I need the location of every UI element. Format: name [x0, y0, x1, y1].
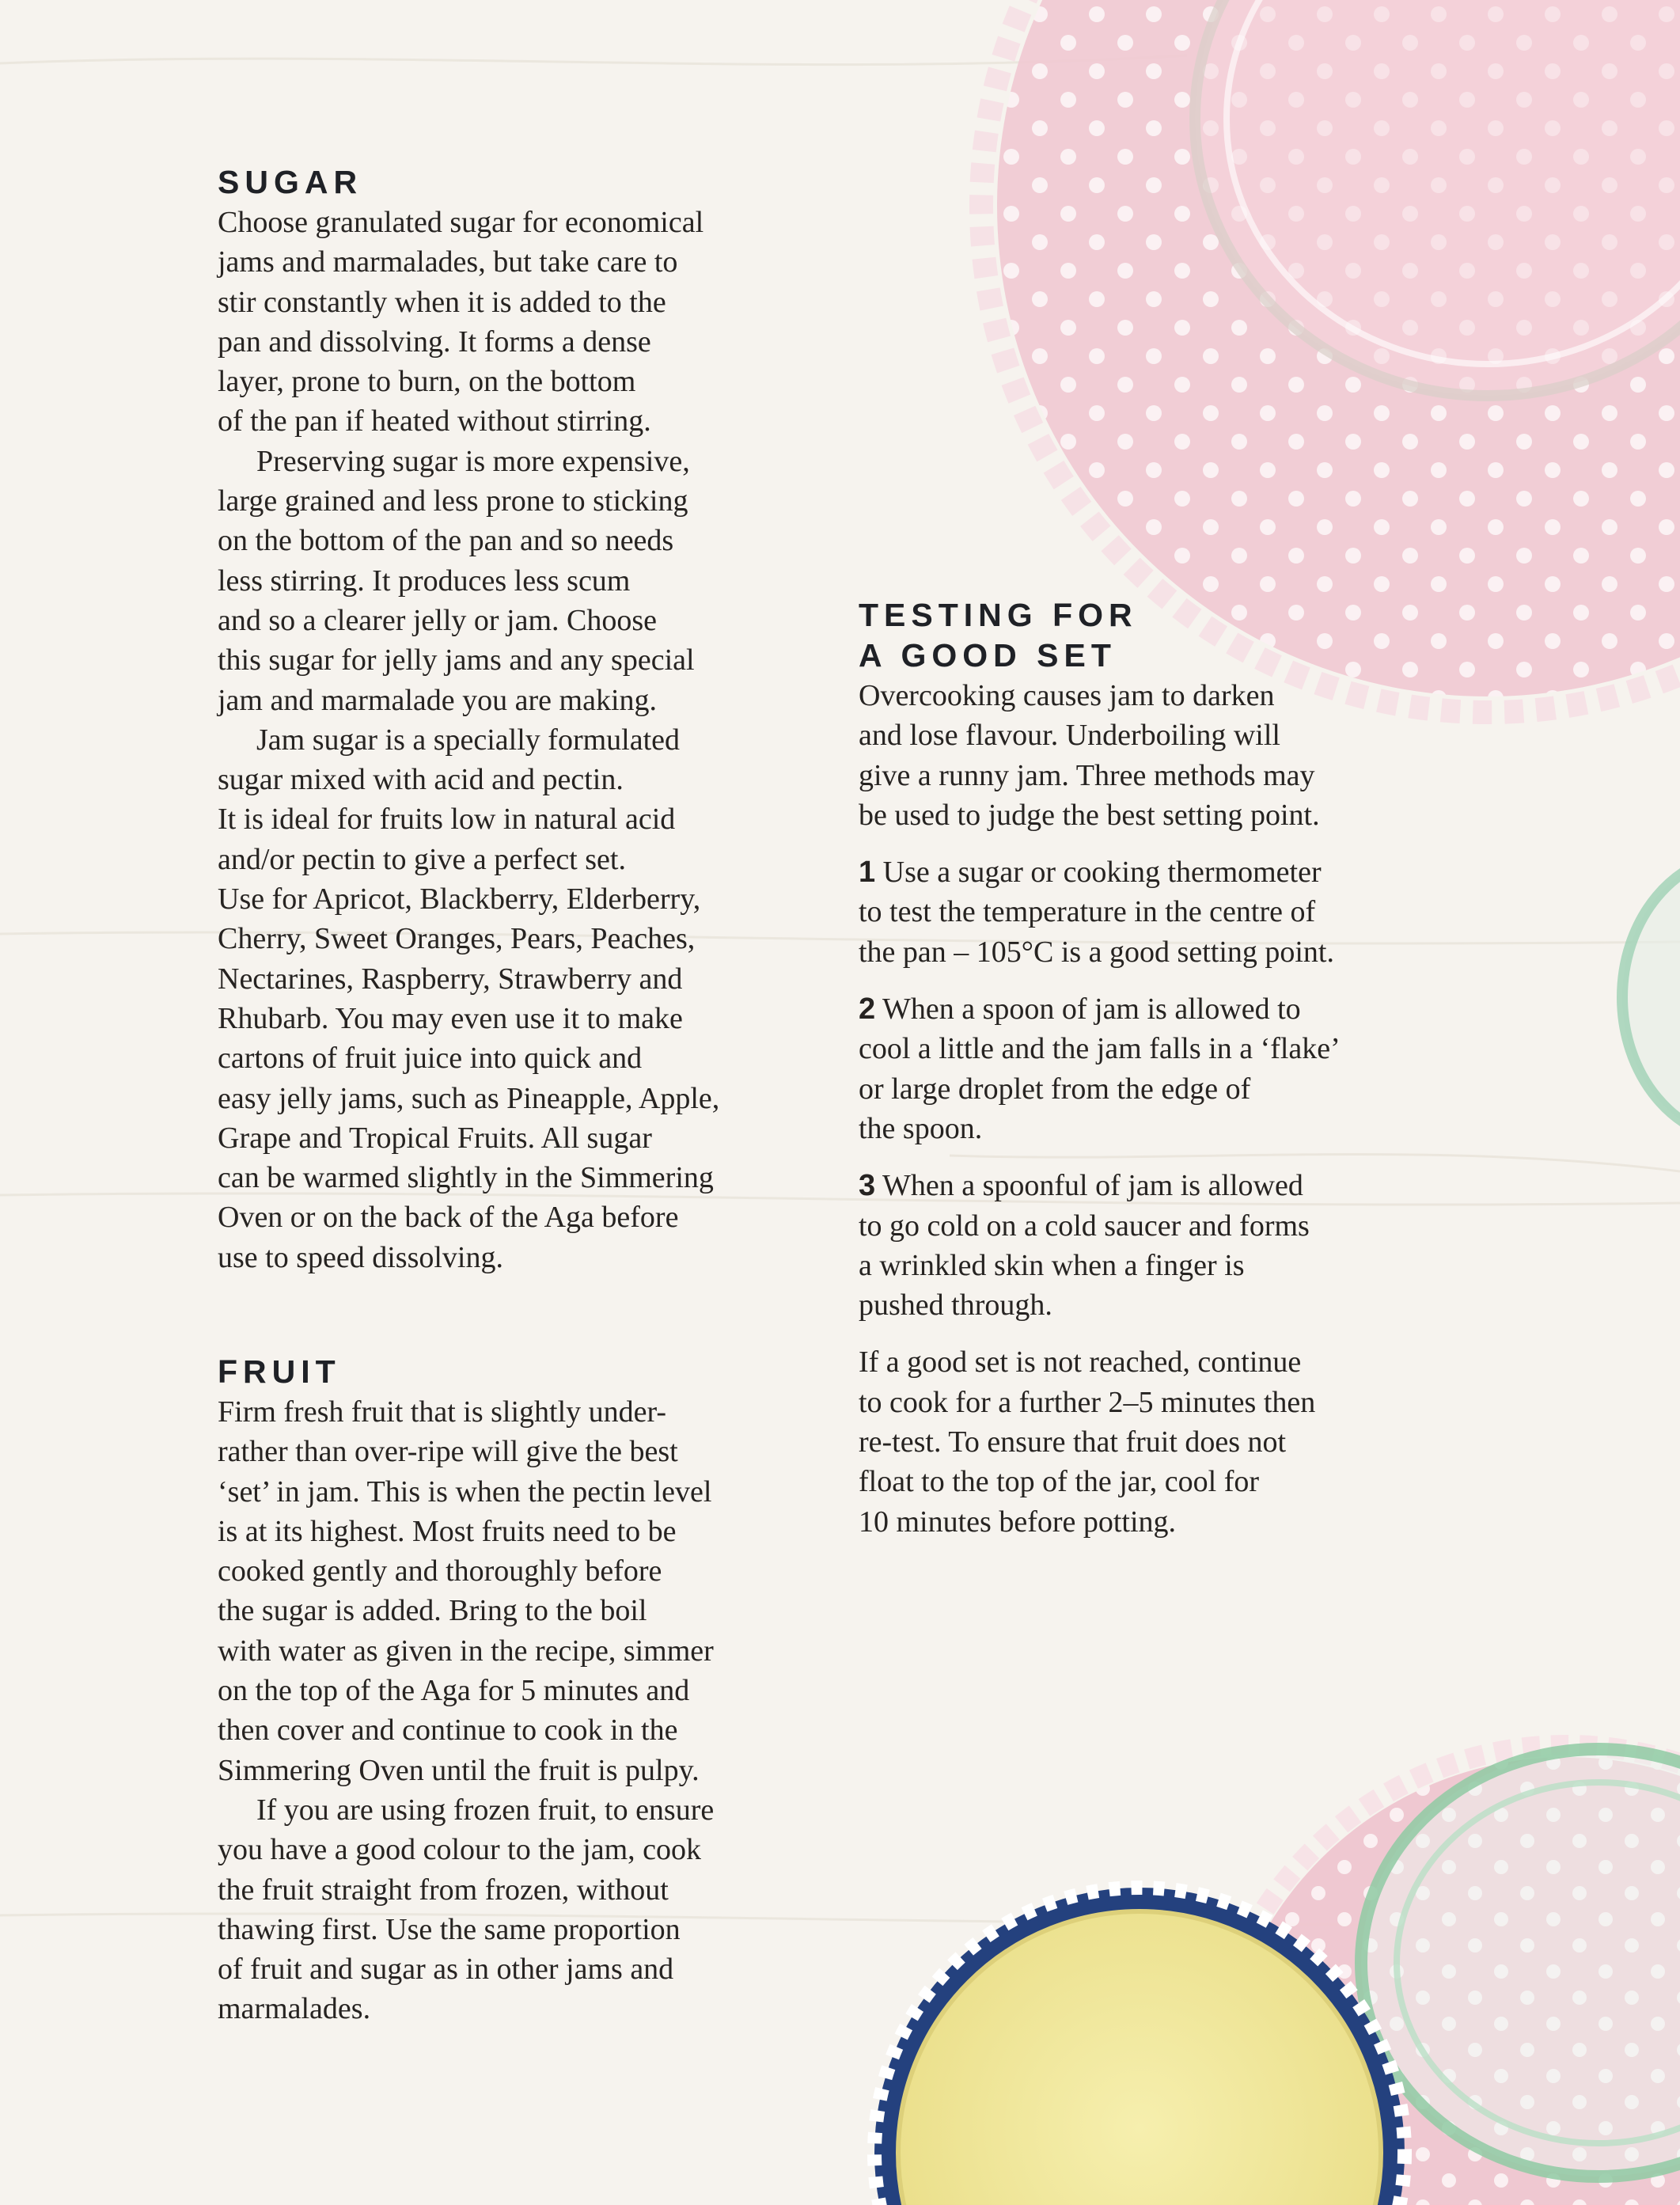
- sugar-body: [218, 203, 827, 1277]
- text-line: with water as given in the recipe, simmer: [218, 1634, 714, 1668]
- text-line: or large droplet from the edge of: [859, 1072, 1251, 1106]
- text-line: ‘set’ in jam. This is when the pectin level: [218, 1474, 712, 1509]
- fruit-section: [218, 1352, 827, 2029]
- text-line: thawing first. Use the same proportion: [218, 1912, 681, 1946]
- text-line: Preserving sugar is more expensive,: [256, 444, 690, 478]
- text-line: the sugar is added. Bring to the boil: [218, 1594, 647, 1628]
- text-line: use to speed dissolving.: [218, 1240, 503, 1274]
- text-line: cooked gently and thoroughly before: [218, 1554, 662, 1588]
- testing-heading: [859, 595, 1460, 676]
- text-line: pushed through.: [859, 1288, 1052, 1323]
- text-line: jam and marmalade you are making.: [218, 683, 658, 717]
- text-line: and/or pectin to give a perfect set.: [218, 842, 626, 876]
- text-line: Use for Apricot, Blackberry, Elderberry,: [218, 882, 701, 917]
- fruit-heading: FRUIT: [218, 1353, 341, 1390]
- text-line: and lose flavour. Underboiling will: [859, 719, 1280, 753]
- text-line: on the top of the Aga for 5 minutes and: [218, 1674, 690, 1708]
- text-line: Simmering Oven until the fruit is pulpy.: [218, 1753, 700, 1787]
- text-line: a wrinkled skin when a finger is: [859, 1248, 1245, 1282]
- text-line: on the bottom of the pan and so needs: [218, 524, 674, 558]
- text-line: of the pan if heated without stirring.: [218, 404, 651, 438]
- text-line: cartons of fruit juice into quick and: [218, 1042, 643, 1076]
- text-line: to go cold on a cold saucer and forms: [859, 1209, 1310, 1243]
- step-number: 3: [859, 1169, 876, 1203]
- text-line: marmalades.: [218, 1992, 371, 2026]
- text-line: If you are using frozen fruit, to ensure: [256, 1793, 715, 1827]
- text-line: Jam sugar is a specially formulated: [256, 723, 681, 757]
- text-line: to test the temperature in the centre of: [859, 895, 1316, 929]
- text-line: Grape and Tropical Fruits. All sugar: [218, 1121, 652, 1155]
- testing-step-3: [859, 1166, 1460, 1325]
- text-line: be used to judge the best setting point.: [859, 798, 1320, 832]
- text-line: If a good set is not reached, continue: [859, 1345, 1302, 1380]
- text-line: It is ideal for fruits low in natural acid: [218, 803, 676, 837]
- text-line: rather than over-ripe will give the best: [218, 1435, 678, 1469]
- text-line: layer, prone to burn, on the bottom: [218, 365, 636, 399]
- text-line: Choose granulated sugar for economical: [218, 206, 704, 239]
- text-line: this sugar for jelly jams and any special: [218, 643, 695, 677]
- fruit-body: [218, 1392, 827, 2029]
- text-line: When a spoonful of jam is allowed: [882, 1169, 1303, 1203]
- text-line: stir constantly when it is added to the: [218, 285, 666, 319]
- text-line: Firm fresh fruit that is slightly under-: [218, 1395, 667, 1429]
- text-line: can be warmed slightly in the Simmering: [218, 1161, 714, 1195]
- text-line: 10 minutes before potting.: [859, 1505, 1177, 1539]
- text-line: give a runny jam. Three methods may: [859, 758, 1315, 792]
- jar-right-middle-image: [1622, 855, 1680, 1140]
- text-line: Cherry, Sweet Oranges, Pears, Peaches,: [218, 922, 696, 956]
- text-line: of fruit and sugar as in other jams and: [218, 1953, 674, 1987]
- text-line: then cover and continue to cook in the: [218, 1714, 678, 1748]
- text-line: cool a little and the jam falls in a ‘flake’: [859, 1032, 1341, 1066]
- testing-section: [859, 595, 1460, 1542]
- step-number: 1: [859, 856, 876, 890]
- text-line: float to the top of the jar, cool for: [859, 1465, 1260, 1499]
- text-line: the fruit straight from frozen, without: [218, 1873, 669, 1907]
- text-line: to cook for a further 2–5 minutes then: [859, 1385, 1316, 1419]
- text-line: Overcooking causes jam to darken: [859, 679, 1275, 712]
- text-line: re-test. To ensure that fruit does not: [859, 1425, 1287, 1459]
- text-line: and so a clearer jelly or jam. Choose: [218, 603, 658, 637]
- text-line: Nectarines, Raspberry, Strawberry and: [218, 962, 683, 996]
- text-line: is at its highest. Most fruits need to be: [218, 1514, 677, 1548]
- testing-heading-line: TESTING FOR: [859, 597, 1138, 633]
- text-line: less stirring. It produces less scum: [218, 564, 631, 598]
- text-line: the spoon.: [859, 1111, 983, 1145]
- text-line: large grained and less prone to sticking: [218, 484, 688, 518]
- text-line: Use a sugar or cooking thermometer: [882, 856, 1322, 890]
- text-line: pan and dissolving. It forms a dense: [218, 324, 651, 359]
- text-line: the pan – 105°C is a good setting point.: [859, 935, 1334, 969]
- testing-step-2: [859, 989, 1460, 1148]
- text-line: Oven or on the back of the Aga before: [218, 1201, 679, 1235]
- sugar-heading: SUGAR: [218, 164, 363, 200]
- text-line: sugar mixed with acid and pectin.: [218, 763, 624, 797]
- text-line: When a spoon of jam is allowed to: [882, 992, 1301, 1027]
- testing-step-1: [859, 852, 1460, 972]
- testing-intro: [859, 676, 1460, 835]
- step-number: 2: [859, 992, 876, 1027]
- testing-outro: [859, 1342, 1460, 1541]
- text-line: Rhubarb. You may even use it to make: [218, 1001, 683, 1035]
- testing-heading-line: A GOOD SET: [859, 637, 1117, 674]
- text-line: jams and marmalades, but take care to: [218, 245, 678, 279]
- text-line: easy jelly jams, such as Pineapple, Apple,: [218, 1081, 720, 1115]
- text-line: you have a good colour to the jam, cook: [218, 1833, 702, 1867]
- sugar-section: [218, 162, 827, 1277]
